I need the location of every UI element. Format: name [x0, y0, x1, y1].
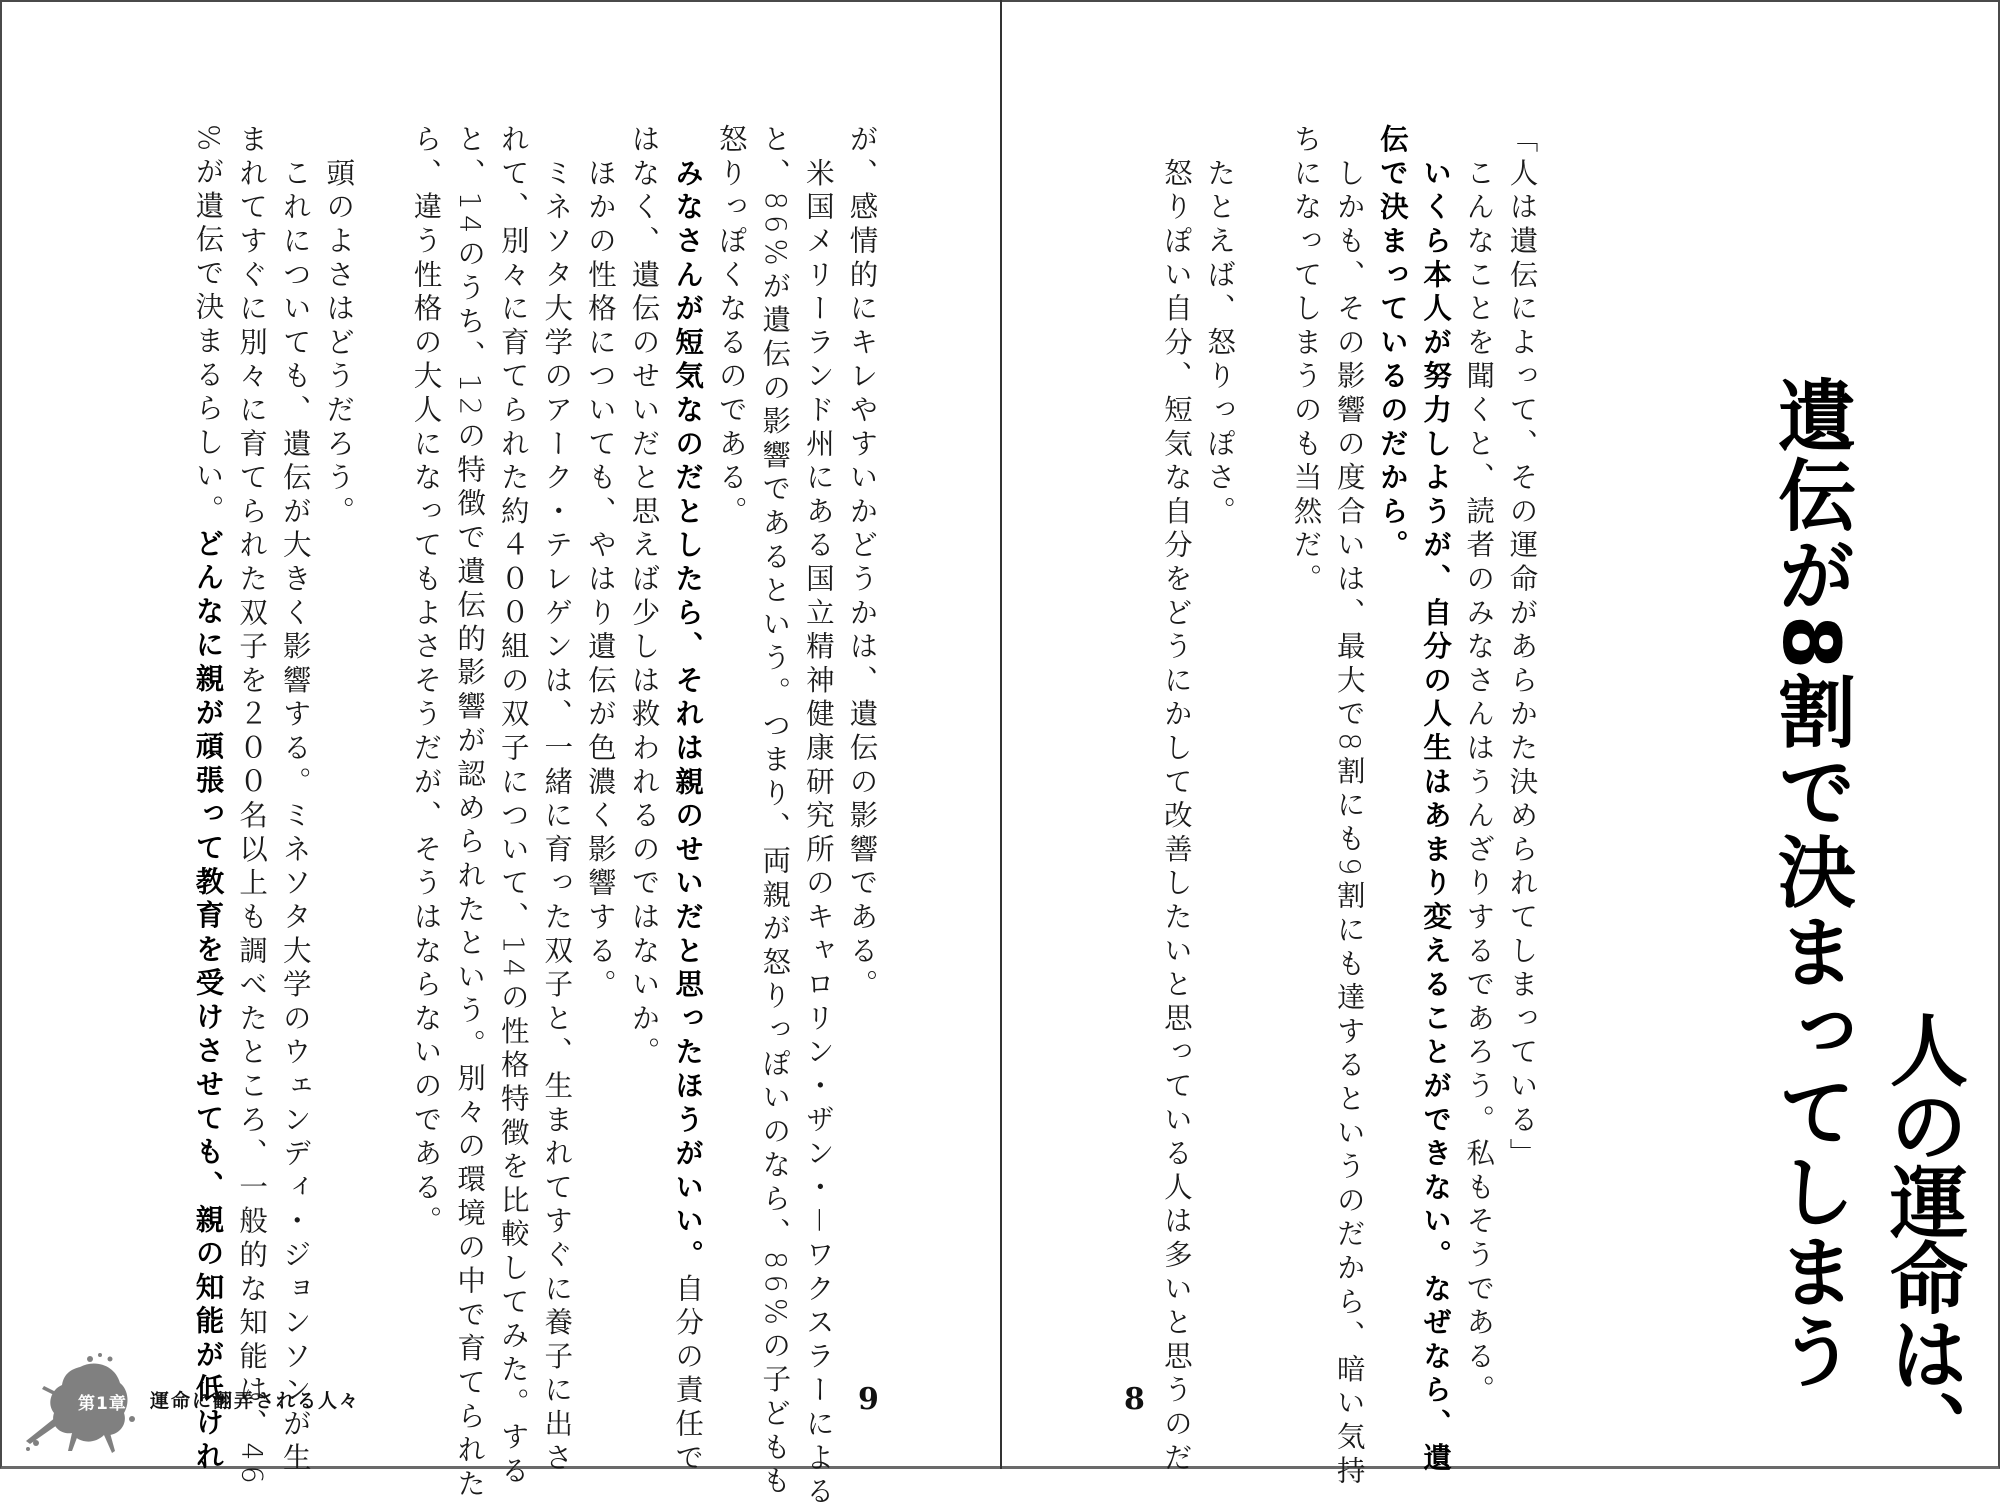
body-text: ちになってしまうのも当然だ。 — [1289, 124, 1323, 598]
text-column — [278, 124, 312, 1476]
body-text: と、14のうち、12の特徴で遺伝的影響が認められたという。別々の環境の中で育てられた — [453, 124, 487, 1503]
text-column — [1462, 124, 1496, 1409]
text-column — [409, 124, 443, 1240]
body-text: まれてすぐに別々に育てられた双子を２００名以上も調べたところ、一般的な知能は、46 — [235, 124, 269, 1490]
body-text: 自分の責任で — [671, 1273, 705, 1477]
emphasis-text: どんなに親が頑張って教育を受けさせても、親の知能が低けれ — [191, 528, 225, 1475]
chapter-label: 第1章 — [78, 1394, 127, 1414]
body-text: と、86%が遺伝の影響であるという。つまり、両親が怒りっぽいのなら、86%の子どもも — [758, 124, 792, 1500]
text-column — [1505, 124, 1539, 1172]
text-column — [583, 124, 617, 1003]
page-8 — [1002, 0, 2000, 1490]
body-text: 米国メリーランド州にある国立精神健康研究所のキャロリン・ザン・－ワクスラーによる — [801, 124, 835, 1510]
body-text: たとえば、怒りっぽさ。 — [1203, 124, 1237, 530]
text-column — [1419, 124, 1453, 1476]
text-column — [1159, 124, 1193, 1476]
text-column — [1203, 124, 1237, 530]
chapter-heading-line-2: 遺伝が8割で決まってしまう — [1765, 375, 1855, 1392]
body-text: %が遺伝で決まるらしい。 — [191, 124, 225, 529]
body-text: が、感情的にキレやすいかどうかは、遺伝の影響である。 — [845, 124, 879, 1003]
text-column — [453, 124, 487, 1503]
text-column — [1332, 124, 1366, 1490]
text-column — [235, 124, 269, 1490]
body-text: しかも、その影響の度合いは、最大で8割にも9割にも達するというのだから、暗い気持 — [1332, 124, 1366, 1490]
body-text: 怒りぽい自分、短気な自分をどうにかして改善したいと思っている人は多いと思うのだ — [1159, 124, 1193, 1476]
body-text: はなく、遺伝のせいだと思えば少しは救われるのではないか。 — [627, 124, 661, 1071]
text-column — [540, 124, 574, 1476]
text-column — [714, 124, 748, 530]
body-text: 「人は遺伝によって、その運命があらかた決められてしまっている」 — [1505, 124, 1539, 1172]
text-column — [801, 124, 835, 1510]
emphasis-text: いくら本人が努力しようが、自分の人生はあまり変えることができない。なぜなら、遺 — [1419, 124, 1453, 1476]
body-text: れて、別々に育てられた約４００組の双子について、14の性格特徴を比較してみた。する — [496, 124, 530, 1490]
page-number: 8 — [1124, 1382, 1145, 1417]
body-text: 怒りっぽくなるのである。 — [714, 124, 748, 530]
body-text: ら、違う性格の大人になってもよさそうだが、そうはならないのである。 — [409, 124, 443, 1240]
text-column — [1375, 124, 1409, 564]
emphasis-text: みなさんが短気なのだとしたら、それは親のせいだと思ったほうがいい。 — [671, 124, 705, 1274]
body-text: 頭のよさはどうだろう。 — [322, 124, 356, 530]
chapter-title: 運命に翻弄される人々 — [150, 1390, 361, 1412]
body-text: ミネソタ大学のアーク・テレゲンは、一緒に育った双子と、生まれてすぐに養子に出さ — [540, 124, 574, 1476]
emphasis-text: 伝で決まっているのだから。 — [1375, 124, 1409, 564]
text-column — [627, 124, 661, 1071]
body-text: ほかの性格についても、やはり遺伝が色濃く影響する。 — [583, 124, 617, 1003]
text-column — [1289, 124, 1323, 598]
text-column — [496, 124, 530, 1490]
text-column — [191, 124, 225, 1475]
text-column — [845, 124, 879, 1003]
body-text: こんなことを聞くと、読者のみなさんはうんざりするであろう。私もそうである。 — [1462, 124, 1496, 1409]
text-column — [671, 124, 705, 1477]
text-column — [758, 124, 792, 1500]
text-column — [322, 124, 356, 530]
body-text: これについても、遺伝が大きく影響する。ミネソタ大学のウェンディ・ジョンソンが生 — [278, 124, 312, 1476]
running-footer — [20, 1345, 540, 1455]
page-number: 9 — [858, 1382, 879, 1417]
chapter-heading-line-1: 人の運命は、 — [1877, 1010, 1967, 1466]
